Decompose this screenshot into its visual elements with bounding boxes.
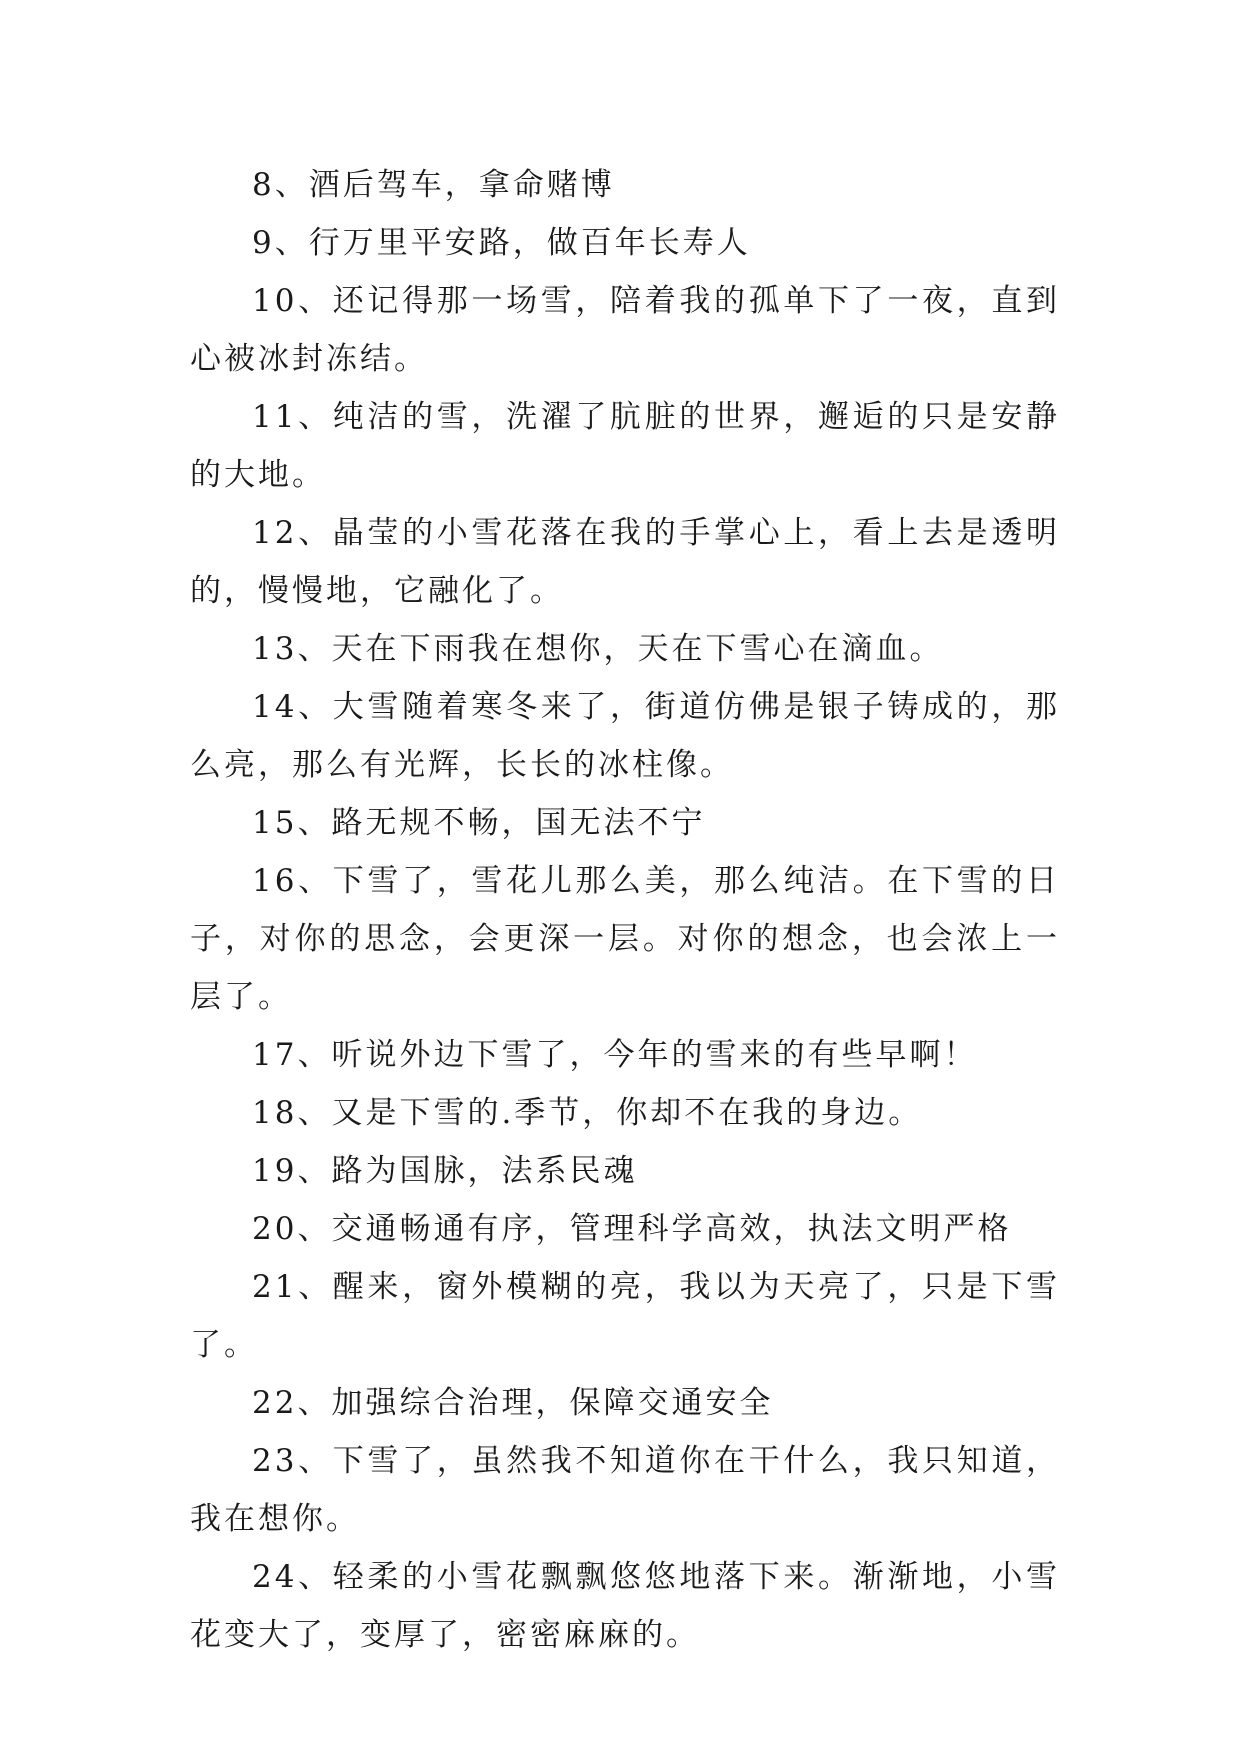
paragraph-19: 19、路为国脉，法系民魂 [252,1153,638,1189]
paragraph-20: 20、交通畅通有序，管理科学高效，执法文明严格 [252,1211,1012,1247]
paragraph-13: 13、天在下雨我在想你，天在下雪心在滴血。 [252,631,944,667]
paragraph-21: 21、醒来，窗外模糊的亮，我以为天亮了，只是下雪了。 [190,1269,1060,1363]
paragraph-17: 17、听说外边下雪了，今年的雪来的有些早啊！ [252,1037,978,1073]
paragraph-24: 24、轻柔的小雪花飘飘悠悠地落下来。渐渐地，小雪花变大了，变厚了，密密麻麻的。 [190,1559,1060,1653]
paragraph-11: 11、纯洁的雪，洗濯了肮脏的世界，邂逅的只是安静的大地。 [190,399,1060,493]
paragraph-16: 16、下雪了，雪花儿那么美，那么纯洁。在下雪的日子，对你的思念，会更深一层。对你的想念，也会浓上一层了。 [190,863,1060,1015]
paragraph-10: 10、还记得那一场雪，陪着我的孤单下了一夜，直到心被冰封冻结。 [190,283,1060,377]
paragraph-12: 12、晶莹的小雪花落在我的手掌心上，看上去是透明的，慢慢地，它融化了。 [190,515,1060,609]
paragraph-14: 14、大雪随着寒冬来了，街道仿佛是银子铸成的，那么亮，那么有光辉，长长的冰柱像。 [190,689,1060,783]
paragraph-18: 18、又是下雪的.季节，你却不在我的身边。 [252,1095,923,1131]
document-body [190,156,1060,1664]
paragraph-8: 8、酒后驾车，拿命赌博 [252,167,615,203]
paragraph-15: 15、路无规不畅，国无法不宁 [252,805,706,841]
paragraph-23: 23、下雪了，虽然我不知道你在干什么，我只知道，我在想你。 [190,1443,1060,1537]
paragraph-9: 9、行万里平安路，做百年长寿人 [252,225,751,261]
paragraph-22: 22、加强综合治理，保障交通安全 [252,1385,774,1421]
